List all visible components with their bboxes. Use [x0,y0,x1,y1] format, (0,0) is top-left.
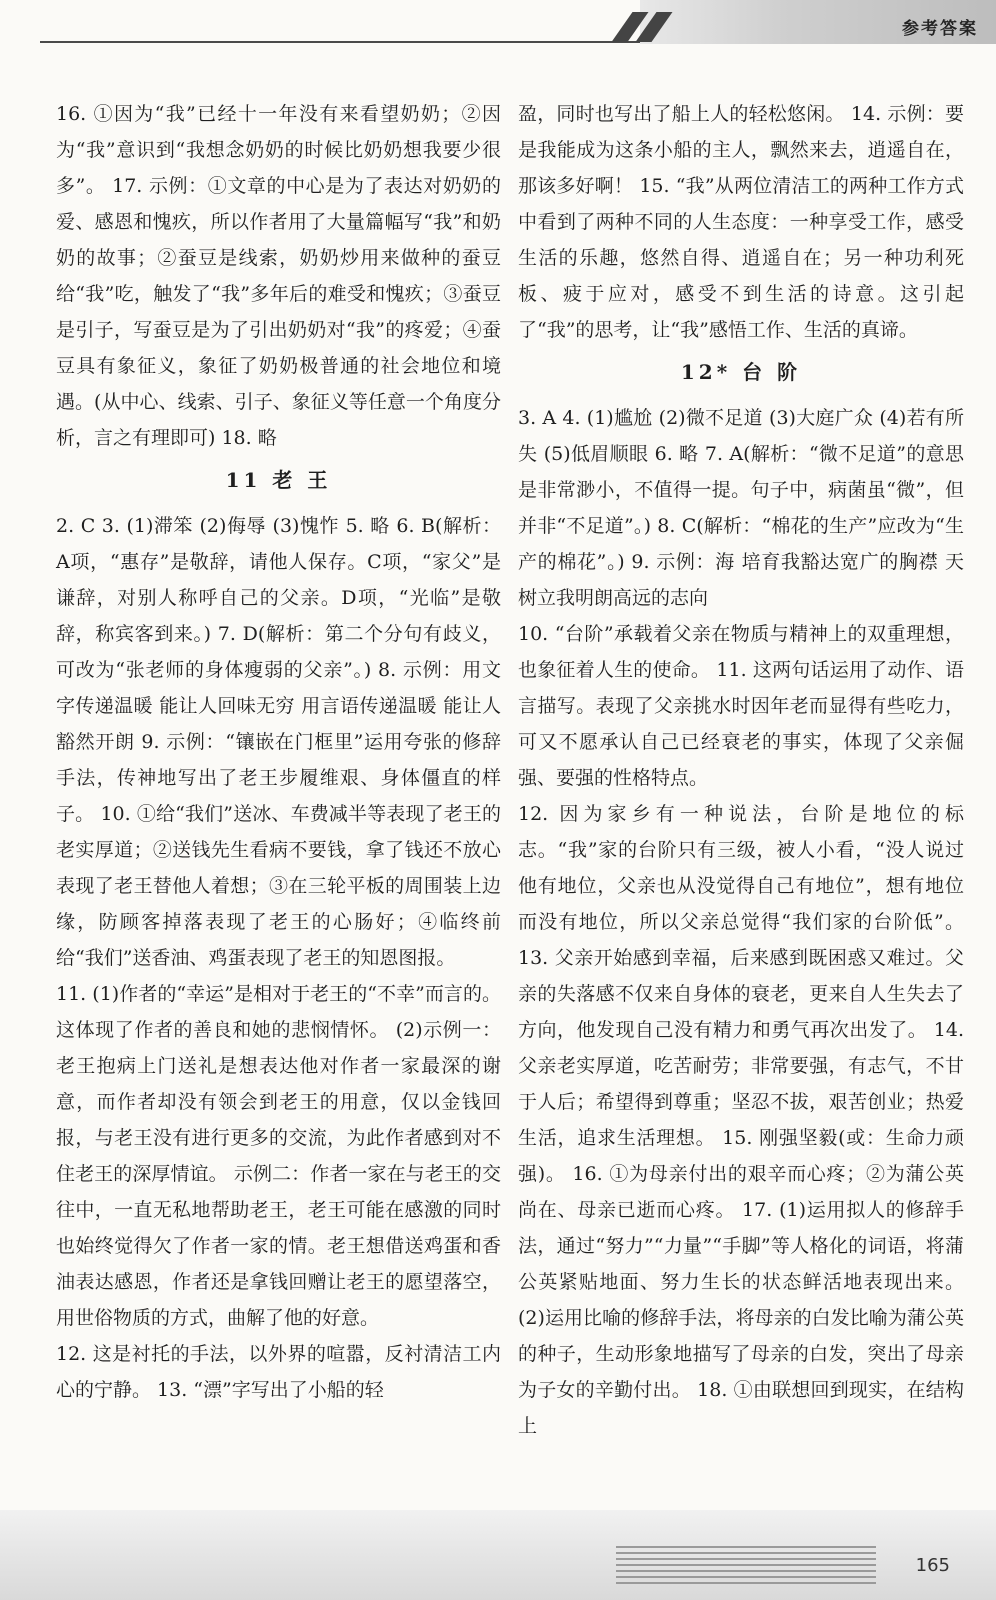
answer-paragraph: 盈，同时也写出了船上人的轻松悠闲。 14. 示例：要是我能成为这条小船的主人，飘然来去，逍遥自在，那该多好啊！ 15. “我”从两位清洁工的两种工作方式中看到了两种不同的人生态度：一种享受工作，感受生活的乐趣，悠然自得、逍遥自在；另一种功利死板、疲于应对，感受不到生活的诗意。这引起了“我”的思考，让“我”感悟工作、生活的真谛。 [518,103,964,341]
section-title: 12* 台 阶 [680,360,802,384]
footer-decoration [616,1546,876,1586]
page-footer [0,1510,996,1600]
page-header [0,0,996,60]
right-column [518,96,964,1444]
header-rule [40,41,640,43]
answer-paragraph: 12. 因为家乡有一种说法，台阶是地位的标志。“我”家的台阶只有三级，被人小看，“没人说过他有地位，父亲也从没觉得自己有地位”，想有地位而没有地位，所以父亲总觉得“我们家的台阶低”。 13. 父亲开始感到幸福，后来感到既困惑又难过。父亲的失落感不仅来自身体的衰老，更来自人生失去了方向，他发现自己没有精力和勇气再次出发了。 14. 父亲老实厚道，吃苦耐劳；非常要强，有志气，不甘于人后；希望得到尊重；坚忍不拔，艰苦创业；热爱生活，追求生活理想。 15. 刚强坚毅(或：生命力顽强)。 16. ①为母亲付出的艰辛而心疼；②为蒲公英尚在、母亲已逝而心疼。 17. (1)运用拟人的修辞手法，通过“努力”“力量”“手脚”等人格化的词语，将蒲公英紧贴地面、努力生长的状态鲜活地表现出来。 (2)运用比喻的修辞手法，将母亲的白发比喻为蒲公英的种子，生动形象地描写了母亲的白发，突出了母亲为子女的辛勤付出。 18. ①由联想回到现实，在结构上 [518,803,964,1437]
page-number: 165 [915,1555,950,1576]
header-title: 参考答案 [902,19,978,39]
answer-paragraph: 10. “台阶”承载着父亲在物质与精神上的双重理想，也象征着人生的使命。 11. 这两句话运用了动作、语言描写。表现了父亲挑水时因年老而显得有些吃力，可又不愿承认自己已经衰老的事实，体现了父亲倔强、要强的性格特点。 [518,623,964,789]
answer-paragraph: 3. A 4. (1)尴尬 (2)微不足道 (3)大庭广众 (4)若有所失 (5)低眉顺眼 6. 略 7. A(解析：“微不足道”的意思是非常渺小，不值得一提。句子中，病菌虽“微”，但并非“不足道”。) 8. C(解析：“棉花的生产”应改为“生产的棉花”。) 9. 示例：海 培育我豁达宽广的胸襟 天 树立我明朗高远的志向 [518,407,964,609]
answer-paragraph: 11. (1)作者的“幸运”是相对于老王的“不幸”而言的。这体现了作者的善良和她的悲悯情怀。 (2)示例一：老王抱病上门送礼是想表达他对作者一家最深的谢意，而作者却没有领会到老王的用意，仅以金钱回报，与老王没有进行更多的交流，为此作者感到对不住老王的深厚情谊。 示例二：作者一家在与老王的交往中，一直无私地帮助老王，老王可能在感激的同时也始终觉得欠了作者一家的情。老王想借送鸡蛋和香油表达感恩，作者还是拿钱回赠让老王的愿望落空，用世俗物质的方式，曲解了他的好意。 [56,983,501,1329]
left-column [56,96,501,1408]
answer-paragraph: 2. C 3. (1)滞笨 (2)侮辱 (3)愧怍 5. 略 6. B(解析：A项，“惠存”是敬辞，请他人保存。C项，“家父”是谦辞，对别人称呼自己的父亲。D项，“光临”是敬辞，称宾客到来。) 7. D(解析：第二个分句有歧义，可改为“张老师的身体瘦弱的父亲”。) 8. 示例：用文字传递温暖 能让人回味无穷 用言语传递温暖 能让人豁然开朗 9. 示例：“镶嵌在门框里”运用夸张的修辞手法，传神地写出了老王步履维艰、身体僵直的样子。 10. ①给“我们”送冰、车费减半等表现了老王的老实厚道；②送钱先生看病不要钱，拿了钱还不放心表现了老王替他人着想；③在三轮平板的周围装上边缘，防顾客掉落表现了老王的心肠好；④临终前给“我们”送香油、鸡蛋表现了老王的知恩图报。 [56,515,501,969]
answer-paragraph: 12. 这是衬托的手法，以外界的喧嚣，反衬清洁工内心的宁静。 13. “漂”字写出了小船的轻 [56,1343,501,1401]
answer-paragraph: 16. ①因为“我”已经十一年没有来看望奶奶；②因为“我”意识到“我想念奶奶的时候比奶奶想我要少很多”。 17. 示例：①文章的中心是为了表达对奶奶的爱、感恩和愧疚，所以作者用了大量篇幅写“我”和奶奶的故事；②蚕豆是线索，奶奶炒用来做种的蚕豆给“我”吃，触发了“我”多年后的难受和愧疚；③蚕豆是引子，写蚕豆是为了引出奶奶对“我”的疼爱；④蚕豆具有象征义，象征了奶奶极普通的社会地位和境遇。(从中心、线索、引子、象征义等任意一个角度分析，言之有理即可) 18. 略 [56,103,501,449]
section-title: 11 老 王 [225,468,332,492]
